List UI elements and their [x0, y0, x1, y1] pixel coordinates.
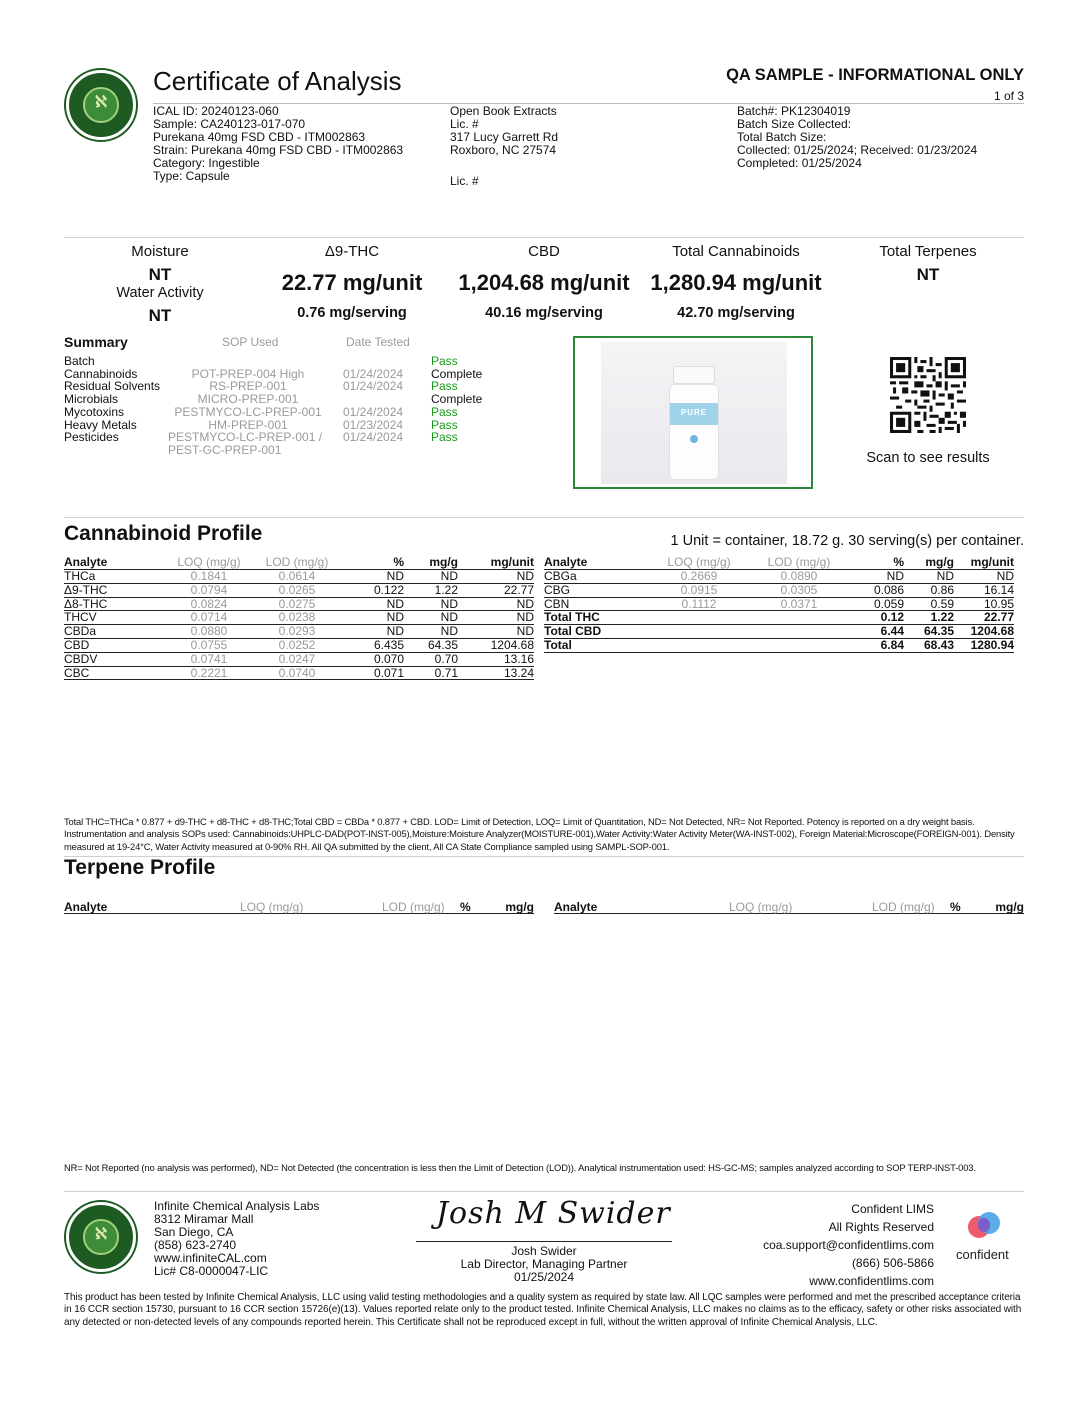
- lod-cell: 0.0265: [244, 583, 350, 597]
- mg-unit-cell: 22.77: [458, 583, 534, 597]
- signer-info: Josh Swider Lab Director, Managing Partner 01/25/2024: [460, 1244, 628, 1284]
- lims-info: Confident LIMS All Rights Reserved coa.support@confidentlims.com (866) 506-5866 www.confidentlims.com: [763, 1202, 934, 1288]
- total-name-cell: Total THC: [544, 611, 654, 625]
- total-row: [544, 611, 1014, 625]
- summary-result: Pass: [431, 379, 458, 394]
- page-title: Certificate of Analysis: [153, 66, 402, 96]
- percent-cell: ND: [350, 625, 404, 639]
- summary-divider: [64, 517, 1024, 518]
- col-loq: LOQ (mg/g): [654, 555, 744, 570]
- loq-cell: 0.0755: [174, 638, 244, 652]
- table-row: [64, 611, 534, 625]
- analyte-cell: CBG: [544, 583, 654, 597]
- percent-cell: ND: [350, 597, 404, 611]
- total-name-cell: Total CBD: [544, 625, 654, 639]
- col-percent: %: [854, 555, 904, 570]
- summary-test-name: Heavy Metals: [64, 417, 137, 432]
- blank-cell: [744, 625, 854, 639]
- client-info: Open Book Extracts Lic. # 317 Lucy Garrett Rd Roxboro, NC 27574: [450, 104, 559, 157]
- disclaimer: This product has been tested by Infinite Chemical Analysis, LLC using valid testing methodologies and a quality system as required by state law. All LQC samples were performed and met the prescribed acceptance criteria in 16 CCR section 15730, pursuant to 16 CCR section 15726(e)(13). Values reported relate only to the product tested. Infinite Chemical Analysis, LLC makes no claims as to the efficacy, safety or other risks associated with any detected or non-detected levels of any compounds reported herein. This Certificate shall not be reproduced except in full, without the written approval of Infinite Chemical Analysis, LLC.: [64, 1292, 1022, 1328]
- summary-row: [64, 393, 494, 406]
- blank-cell: [744, 638, 854, 652]
- summary-result: Pass: [431, 354, 458, 368]
- mg-g-cell: 0.71: [404, 666, 458, 680]
- loq-cell: 0.1841: [174, 570, 244, 584]
- summary-row: [64, 406, 494, 419]
- terpene-heading: Terpene Profile: [64, 856, 216, 879]
- mg-unit-cell: ND: [458, 597, 534, 611]
- summary-result: Complete: [431, 392, 483, 407]
- lod-cell: 0.0890: [744, 570, 854, 584]
- total-mg-g-cell: 64.35: [904, 625, 954, 639]
- qr-caption: Scan to see results: [866, 450, 990, 466]
- percent-cell: 0.086: [854, 583, 904, 597]
- qa-banner: QA SAMPLE - INFORMATIONAL ONLY: [726, 66, 1024, 84]
- total-mg-unit-cell: 22.77: [954, 611, 1014, 625]
- summary-sop: PESTMYCO-LC-PREP-001: [174, 404, 322, 419]
- loq-cell: 0.0794: [174, 583, 244, 597]
- summary-sop: MICRO-PREP-001: [197, 392, 299, 407]
- mg-g-cell: ND: [404, 570, 458, 584]
- signature-line: [416, 1241, 672, 1242]
- mg-g-cell: ND: [404, 597, 458, 611]
- percent-cell: 0.071: [350, 666, 404, 680]
- summary-row: [64, 355, 494, 368]
- analyte-cell: Δ8-THC: [64, 597, 174, 611]
- mg-g-cell: ND: [404, 625, 458, 639]
- total-name-cell: Total: [544, 638, 654, 652]
- loq-cell: 0.2221: [174, 666, 244, 680]
- mg-unit-cell: 13.16: [458, 652, 534, 666]
- product-photo: [573, 336, 813, 489]
- loq-cell: 0.2669: [654, 570, 744, 584]
- col-percent: %: [350, 555, 404, 570]
- mg-unit-cell: ND: [458, 611, 534, 625]
- table-row: [64, 652, 534, 666]
- table-row: [64, 625, 534, 639]
- blank-cell: [654, 611, 744, 625]
- total-percent-cell: 0.12: [854, 611, 904, 625]
- metrics-divider-top: [64, 237, 1024, 238]
- table-row: [544, 583, 1014, 597]
- total-mg-unit-cell: 1280.94: [954, 638, 1014, 652]
- mg-unit-cell: ND: [458, 625, 534, 639]
- mg-g-cell: 0.59: [904, 597, 954, 611]
- table-row: [64, 638, 534, 652]
- total-mg-g-cell: 1.22: [904, 611, 954, 625]
- summary-test-name: Residual Solvents: [64, 379, 161, 394]
- analyte-cell: CBD: [64, 638, 174, 652]
- table-row: [64, 583, 534, 597]
- mg-unit-cell: 16.14: [954, 583, 1014, 597]
- loq-cell: 0.0824: [174, 597, 244, 611]
- summary-result: Complete: [431, 366, 483, 381]
- col-mg-g: mg/g: [404, 555, 458, 570]
- summary-sop: PEST-GC-PREP-001: [168, 442, 282, 457]
- col-analyte: Analyte: [544, 555, 654, 570]
- analyte-cell: THCV: [64, 611, 174, 625]
- lab-logo: ℵ: [66, 70, 136, 140]
- total-percent-cell: 6.84: [854, 638, 904, 652]
- moisture-metric: Moisture NT Water Activity NT: [116, 243, 204, 325]
- mg-g-cell: 0.70: [404, 652, 458, 666]
- mg-g-cell: 0.86: [904, 583, 954, 597]
- table-row: [544, 570, 1014, 584]
- drop-icon: [690, 435, 698, 443]
- col-mg-g: mg/g: [904, 555, 954, 570]
- summary-test-name: Mycotoxins: [64, 404, 125, 419]
- col-lod: LOD (mg/g): [744, 555, 854, 570]
- lod-cell: 0.0371: [744, 597, 854, 611]
- batch-info: Batch#: PK12304019 Batch Size Collected: Total Batch Size: Collected: 01/25/2024; Received: 01/23/2024 Completed: 01/25/2024: [737, 104, 978, 170]
- header-divider: [153, 103, 1024, 104]
- confident-circle-purple: [978, 1218, 990, 1232]
- percent-cell: ND: [854, 570, 904, 584]
- total-row: [544, 625, 1014, 639]
- sop-heading: SOP Used: [222, 335, 279, 349]
- percent-cell: 0.070: [350, 652, 404, 666]
- mg-unit-cell: ND: [954, 570, 1014, 584]
- summary-row: [64, 444, 494, 457]
- summary-test-name: Cannabinoids: [64, 366, 138, 381]
- cannabinoid-table-left: [64, 555, 534, 680]
- summary-sop: PESTMYCO-LC-PREP-001 /: [168, 430, 323, 445]
- col-analyte: Analyte: [64, 555, 174, 570]
- table-row: [544, 597, 1014, 611]
- summary-test-name: Batch: [64, 354, 95, 368]
- lod-cell: 0.0247: [244, 652, 350, 666]
- loq-cell: 0.0880: [174, 625, 244, 639]
- analyte-cell: CBN: [544, 597, 654, 611]
- total-mg-g-cell: 68.43: [904, 638, 954, 652]
- unit-note: 1 Unit = container, 18.72 g. 30 serving(s) per container.: [670, 533, 1024, 549]
- bottle-cap: [673, 366, 715, 384]
- qr-code[interactable]: [890, 357, 966, 433]
- page-number: 1 of 3: [993, 89, 1024, 103]
- summary-date: 01/23/2024: [343, 417, 404, 432]
- terpene-header-right: Analyte LOQ (mg/g) LOD (mg/g) % mg/g: [554, 900, 1024, 914]
- sample-info: ICAL ID: 20240123-060 Sample: CA240123-017-070 Purekana 40mg FSD CBD - ITM002863 Strain: Purekana 40mg FSD CBD - ITM002863 Category: Ingestible Type: Capsule: [153, 104, 404, 183]
- mg-g-cell: 1.22: [404, 583, 458, 597]
- mg-unit-cell: 10.95: [954, 597, 1014, 611]
- lod-cell: 0.0293: [244, 625, 350, 639]
- blank-cell: [654, 625, 744, 639]
- client-license: Lic. #: [450, 174, 479, 188]
- bottle-label-text: PURE: [680, 408, 708, 417]
- col-loq: LOQ (mg/g): [174, 555, 244, 570]
- col-mg-unit: mg/unit: [458, 555, 534, 570]
- lod-cell: 0.0614: [244, 570, 350, 584]
- percent-cell: ND: [350, 611, 404, 625]
- cannabinoid-table-right: [544, 555, 1014, 653]
- total-cannabinoids-metric: Total Cannabinoids 1,280.94 mg/unit 42.70 mg/serving: [650, 243, 822, 321]
- signature: Josh M Swider: [436, 1196, 671, 1231]
- summary-row: [64, 431, 494, 444]
- table-row: [64, 597, 534, 611]
- mg-unit-cell: ND: [458, 570, 534, 584]
- mg-unit-cell: 13.24: [458, 666, 534, 680]
- percent-cell: 6.435: [350, 638, 404, 652]
- summary-sop: HM-PREP-001: [208, 417, 288, 432]
- col-mg-unit: mg/unit: [954, 555, 1014, 570]
- loq-cell: 0.0741: [174, 652, 244, 666]
- summary-sop: POT-PREP-004 High: [191, 366, 305, 381]
- summary-heading: Summary: [64, 334, 128, 350]
- summary-result: Pass: [431, 430, 458, 445]
- cbd-metric: CBD 1,204.68 mg/unit 40.16 mg/serving: [458, 243, 630, 321]
- blank-cell: [744, 611, 854, 625]
- total-mg-unit-cell: 1204.68: [954, 625, 1014, 639]
- mg-g-cell: ND: [904, 570, 954, 584]
- lod-cell: 0.0252: [244, 638, 350, 652]
- thc-metric: Δ9-THC 22.77 mg/unit 0.76 mg/serving: [281, 243, 423, 321]
- percent-cell: 0.122: [350, 583, 404, 597]
- summary-result: Pass: [431, 417, 458, 432]
- table-row: [64, 570, 534, 584]
- summary-test-name: Microbials: [64, 392, 119, 407]
- col-lod: LOD (mg/g): [244, 555, 350, 570]
- total-percent-cell: 6.44: [854, 625, 904, 639]
- footer-divider: [64, 1191, 1024, 1192]
- lab-logo-footer: ℵ: [66, 1202, 136, 1272]
- cannabinoid-footnote: Total THC=THCa * 0.877 + d9-THC + d8-THC + d8-THC;Total CBD = CBDa * 0.877 + CBD. LOD= Limit of Detection, LOQ= Limit of Quantitation, ND= Not Detected, NR= Not Reported. Potency is reported on a dry weight basis. Instrumentation and analysis SOPs used: Cannabinoids:UHPLC-DAD(POT-INST-005),Moisture:Moisture Analyzer(MOISTURE-001),Water Activity:Water Activity Meter(WA-INST-002), Foreign Material:Microscope(FOREIGN-001). Density measured at 19-24°C, Water Activity measured at 0-90% RH. All QA submitted by the client, All CA State Compliance sampled using SAMPL-SOP-001.: [64, 816, 1015, 852]
- analyte-cell: CBGa: [544, 570, 654, 584]
- date-heading: Date Tested: [346, 335, 410, 349]
- mg-g-cell: ND: [404, 611, 458, 625]
- summary-test-name: Pesticides: [64, 430, 119, 445]
- terpene-header-left: Analyte LOQ (mg/g) LOD (mg/g) % mg/g: [64, 900, 534, 914]
- summary-date: 01/24/2024: [343, 404, 404, 419]
- confident-wordmark: confident: [956, 1247, 1009, 1262]
- terpene-footnote: NR= Not Reported (no analysis was performed), ND= Not Detected (the concentration is less then the Limit of Detection (LOD)). Analytical instrumentation used: HS-GC-MS; samples analyzed according to SOP TERP-INST-003.: [64, 1162, 976, 1173]
- mg-unit-cell: 1204.68: [458, 638, 534, 652]
- analyte-cell: THCa: [64, 570, 174, 584]
- lod-cell: 0.0275: [244, 597, 350, 611]
- summary-result: Pass: [431, 404, 458, 419]
- percent-cell: ND: [350, 570, 404, 584]
- blank-cell: [654, 638, 744, 652]
- summary-sop: RS-PREP-001: [209, 379, 287, 394]
- loq-cell: 0.0714: [174, 611, 244, 625]
- total-terpenes-metric: Total Terpenes NT: [879, 243, 977, 284]
- percent-cell: 0.059: [854, 597, 904, 611]
- cannabinoid-heading: Cannabinoid Profile: [64, 522, 263, 545]
- table-row: [64, 666, 534, 680]
- summary-date: 01/24/2024: [343, 366, 404, 381]
- analyte-cell: CBDV: [64, 652, 174, 666]
- summary-date: 01/24/2024: [343, 379, 404, 394]
- loq-cell: 0.1112: [654, 597, 744, 611]
- total-row: [544, 638, 1014, 652]
- mg-g-cell: 64.35: [404, 638, 458, 652]
- loq-cell: 0.0915: [654, 583, 744, 597]
- lab-info: Infinite Chemical Analysis Labs 8312 Miramar Mall San Diego, CA (858) 623-2740 www.infiniteCAL.com Lic# C8-0000047-LIC: [154, 1199, 320, 1278]
- lod-cell: 0.0238: [244, 611, 350, 625]
- lod-cell: 0.0740: [244, 666, 350, 680]
- analyte-cell: CBC: [64, 666, 174, 680]
- confident-logo-icon: [966, 1212, 1006, 1244]
- analyte-cell: CBDa: [64, 625, 174, 639]
- lod-cell: 0.0305: [744, 583, 854, 597]
- summary-date: 01/24/2024: [343, 430, 404, 445]
- bottle-body: [669, 384, 719, 480]
- analyte-cell: Δ9-THC: [64, 583, 174, 597]
